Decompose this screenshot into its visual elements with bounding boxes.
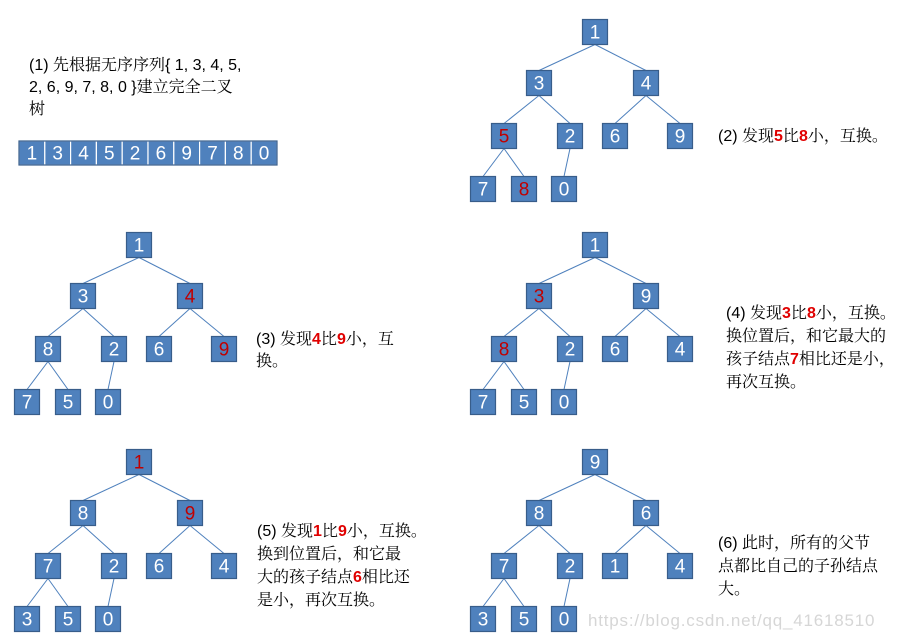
array-cell-value: 3 (52, 143, 63, 165)
tree-edge (564, 149, 570, 177)
array-cell-value: 5 (104, 143, 115, 165)
node-value: 3 (77, 286, 89, 308)
caption-line (726, 325, 896, 348)
caption-text: 大。 (718, 581, 751, 598)
tree-edge (48, 579, 68, 607)
node-value: 8 (533, 503, 545, 525)
tree-node (603, 337, 628, 362)
tree-node (603, 554, 628, 579)
caption-line (29, 77, 242, 99)
tree-edge (190, 526, 224, 554)
node-value: 0 (558, 609, 570, 631)
tree-node (471, 177, 496, 202)
tree-node (634, 501, 659, 526)
caption-line (726, 348, 896, 371)
node-value: 0 (558, 179, 570, 201)
node-value: 1 (133, 235, 145, 257)
node-value: 1 (133, 452, 145, 474)
node-value: 6 (609, 339, 621, 361)
node-value: 9 (640, 286, 652, 308)
tree-node (15, 607, 40, 632)
tree-edge (159, 526, 190, 554)
node-value: 9 (674, 126, 686, 148)
tree-edge (83, 258, 139, 284)
caption-text: (1) 先根据无序序列{ 1, 3, 4, 5, (29, 57, 242, 74)
tree-node (583, 450, 608, 475)
array-cell-value: 6 (155, 143, 167, 165)
tree-node-highlighted (492, 337, 517, 362)
caption-line (29, 99, 242, 121)
caption-highlight-number: 8 (806, 305, 816, 322)
node-value: 1 (589, 22, 601, 44)
node-value: 3 (533, 73, 545, 95)
tree-edges (27, 475, 224, 607)
caption-highlight-number: 8 (798, 128, 808, 145)
node-value: 4 (184, 286, 196, 308)
node-value: 4 (218, 556, 230, 578)
node-value: 6 (153, 556, 165, 578)
tree-node-highlighted (178, 284, 203, 309)
caption-text: 换。 (256, 353, 289, 370)
caption-line (257, 566, 427, 589)
tree-edge (83, 475, 139, 501)
node-value: 6 (609, 126, 621, 148)
watermark: https://blog.csdn.net/qq_41618510 (588, 611, 876, 630)
node-value: 3 (533, 286, 545, 308)
tree-edge (504, 149, 524, 177)
node-value: 4 (674, 339, 686, 361)
tree-node (552, 390, 577, 415)
caption-text: 2, 6, 9, 7, 8, 0 }建立完全二叉 (29, 79, 233, 96)
tree-edge (159, 309, 190, 337)
node-value: 5 (518, 609, 530, 631)
caption-text: 换到位置后，和它最 (257, 546, 402, 563)
tree-edge (83, 309, 114, 337)
caption-line (257, 589, 427, 612)
caption-text: 孩子结点 (726, 351, 791, 368)
caption-highlight-number: 9 (336, 331, 346, 348)
tree-node (634, 71, 659, 96)
tree-node-highlighted (512, 177, 537, 202)
node-value: 2 (108, 556, 120, 578)
step-2-caption (718, 126, 888, 148)
tree-edges (27, 258, 224, 390)
tree-node (127, 233, 152, 258)
tree-node (147, 554, 172, 579)
caption-highlight-number: 1 (313, 523, 322, 540)
tree-edge (595, 45, 646, 71)
tree-edge (108, 579, 114, 607)
tree-node (583, 233, 608, 258)
tree-node (552, 607, 577, 632)
tree-edges (483, 45, 680, 177)
tree-node (56, 607, 81, 632)
array-cell-value: 4 (78, 143, 89, 165)
caption-text: 比 (790, 305, 807, 322)
tree-node (583, 20, 608, 45)
tree-node (634, 284, 659, 309)
tree-edge (539, 96, 570, 124)
caption-line (726, 302, 896, 325)
node-value: 2 (564, 556, 576, 578)
tree-node (212, 554, 237, 579)
caption-text: (6) 此时，所有的父节 (718, 535, 871, 552)
node-value: 7 (498, 556, 510, 578)
tree-edge (483, 149, 504, 177)
tree-node (15, 390, 40, 415)
node-value: 8 (77, 503, 89, 525)
tree-node (552, 177, 577, 202)
caption-text: 树 (29, 101, 46, 118)
caption-line (256, 329, 394, 351)
tree-node (558, 337, 583, 362)
array-cell-value: 8 (233, 143, 244, 165)
tree-node (36, 337, 61, 362)
caption-line (718, 555, 878, 578)
tree-node (71, 501, 96, 526)
tree-node-highlighted (492, 124, 517, 149)
node-value: 6 (640, 503, 652, 525)
caption-text: 小，互换。 (346, 523, 427, 540)
node-value: 7 (21, 392, 33, 414)
node-value: 9 (589, 452, 601, 474)
node-value: 0 (102, 392, 114, 414)
step-3-caption (256, 329, 394, 373)
tree-edge (27, 579, 48, 607)
node-value: 6 (153, 339, 165, 361)
caption-highlight-number: 6 (353, 569, 362, 586)
caption-highlight-number: 3 (782, 305, 791, 322)
tree-node (668, 124, 693, 149)
caption-text: (3) 发现 (256, 331, 313, 348)
node-value: 2 (564, 126, 576, 148)
tree-edge (48, 362, 68, 390)
node-value: 5 (62, 609, 74, 631)
node-value: 5 (518, 392, 530, 414)
node-value: 7 (477, 179, 489, 201)
tree-edge (504, 362, 524, 390)
caption-text: 大的孩子结点 (257, 569, 354, 586)
tree-edge (83, 526, 114, 554)
array-cell-value: 1 (26, 143, 38, 165)
caption-text: 比 (320, 331, 337, 348)
tree-edge (504, 309, 539, 337)
array-cell-value: 0 (258, 143, 270, 165)
node-value: 9 (184, 503, 196, 525)
tree-edge (504, 96, 539, 124)
caption-highlight-number: 7 (790, 351, 799, 368)
node-value: 0 (102, 609, 114, 631)
tree-edge (646, 96, 680, 124)
tree-node (36, 554, 61, 579)
node-value: 8 (518, 179, 530, 201)
tree-node (96, 607, 121, 632)
tree-node-highlighted (527, 284, 552, 309)
caption-text: (5) 发现 (257, 523, 314, 540)
tree-node (96, 390, 121, 415)
node-value: 8 (498, 339, 510, 361)
caption-text: 相比还是小， (798, 351, 895, 368)
tree-edges (483, 475, 680, 607)
tree-edges (483, 258, 680, 390)
node-value: 5 (498, 126, 510, 148)
node-value: 7 (42, 556, 54, 578)
tree-node (668, 337, 693, 362)
tree-node (102, 554, 127, 579)
tree-edge (595, 475, 646, 501)
heap-tree-step-5 (15, 450, 237, 632)
tree-edge (539, 258, 595, 284)
node-value: 2 (564, 339, 576, 361)
tree-edge (615, 526, 646, 554)
node-value: 3 (477, 609, 489, 631)
tree-edge (615, 309, 646, 337)
node-value: 1 (609, 556, 621, 578)
caption-line (257, 543, 427, 566)
node-value: 4 (674, 556, 686, 578)
tree-edge (190, 309, 224, 337)
tree-node (668, 554, 693, 579)
caption-text: 换位置后，和它最大的 (726, 328, 887, 345)
heap-tree-step-4 (471, 233, 693, 415)
tree-node (147, 337, 172, 362)
node-value: 7 (477, 392, 489, 414)
node-value: 2 (108, 339, 120, 361)
tree-node (471, 607, 496, 632)
tree-node (56, 390, 81, 415)
tree-node (558, 554, 583, 579)
step-4-caption (726, 302, 896, 394)
tree-edge (139, 258, 190, 284)
tree-edge (615, 96, 646, 124)
caption-line (29, 55, 242, 77)
tree-edge (564, 362, 570, 390)
caption-text: 点都比自己的子孙结点 (718, 558, 879, 575)
tree-node (558, 124, 583, 149)
node-value: 9 (218, 339, 230, 361)
heap-tree-step-6 (471, 450, 693, 632)
tree-edge (539, 45, 595, 71)
step-1-caption (29, 55, 242, 121)
tree-edge (646, 526, 680, 554)
caption-line (718, 126, 888, 148)
tree-node (512, 607, 537, 632)
tree-edge (504, 526, 539, 554)
tree-node (71, 284, 96, 309)
node-value: 5 (62, 392, 74, 414)
caption-text: 小，互换。 (815, 305, 896, 322)
tree-edge (483, 362, 504, 390)
tree-node-highlighted (178, 501, 203, 526)
heap-tree-step-2 (471, 20, 693, 202)
array-cell-value: 7 (207, 143, 218, 165)
caption-text: 比 (321, 523, 338, 540)
tree-edge (595, 258, 646, 284)
tree-node (512, 390, 537, 415)
tree-node (527, 501, 552, 526)
tree-node (471, 390, 496, 415)
tree-edge (539, 475, 595, 501)
caption-text: 小，互换。 (807, 128, 888, 145)
tree-node-highlighted (212, 337, 237, 362)
step-5-caption (257, 520, 427, 612)
caption-line (726, 371, 896, 394)
caption-text: 相比还 (361, 569, 410, 586)
tree-edge (139, 475, 190, 501)
tree-edge (504, 579, 524, 607)
caption-highlight-number: 5 (774, 128, 783, 145)
tree-edge (564, 579, 570, 607)
tree-edge (483, 579, 504, 607)
caption-text: (4) 发现 (726, 305, 783, 322)
tree-edge (108, 362, 114, 390)
caption-text: 比 (782, 128, 799, 145)
array-cell-value: 2 (129, 143, 141, 165)
node-value: 4 (640, 73, 652, 95)
tree-edge (539, 526, 570, 554)
caption-text: (2) 发现 (718, 128, 775, 145)
node-value: 1 (589, 235, 601, 257)
tree-edge (27, 362, 48, 390)
tree-node (492, 554, 517, 579)
caption-line (256, 351, 394, 373)
caption-line (257, 520, 427, 543)
tree-node (603, 124, 628, 149)
caption-line (718, 578, 878, 601)
node-value: 8 (42, 339, 54, 361)
sequence-array (19, 141, 277, 165)
node-value: 0 (558, 392, 570, 414)
caption-highlight-number: 9 (337, 523, 347, 540)
caption-text: 再次互换。 (726, 374, 807, 391)
caption-text: 小，互 (345, 331, 394, 348)
node-value: 3 (21, 609, 33, 631)
tree-node (102, 337, 127, 362)
array-cell-value: 9 (181, 143, 192, 165)
tree-edge (539, 309, 570, 337)
tree-edge (48, 309, 83, 337)
tree-node (527, 71, 552, 96)
tree-edge (646, 309, 680, 337)
caption-line (718, 532, 878, 555)
tree-edge (48, 526, 83, 554)
caption-text: 是小，再次互换。 (257, 592, 386, 609)
caption-highlight-number: 4 (312, 331, 321, 348)
heap-tree-step-3 (15, 233, 237, 415)
tree-node-highlighted (127, 450, 152, 475)
step-6-caption (718, 532, 878, 601)
